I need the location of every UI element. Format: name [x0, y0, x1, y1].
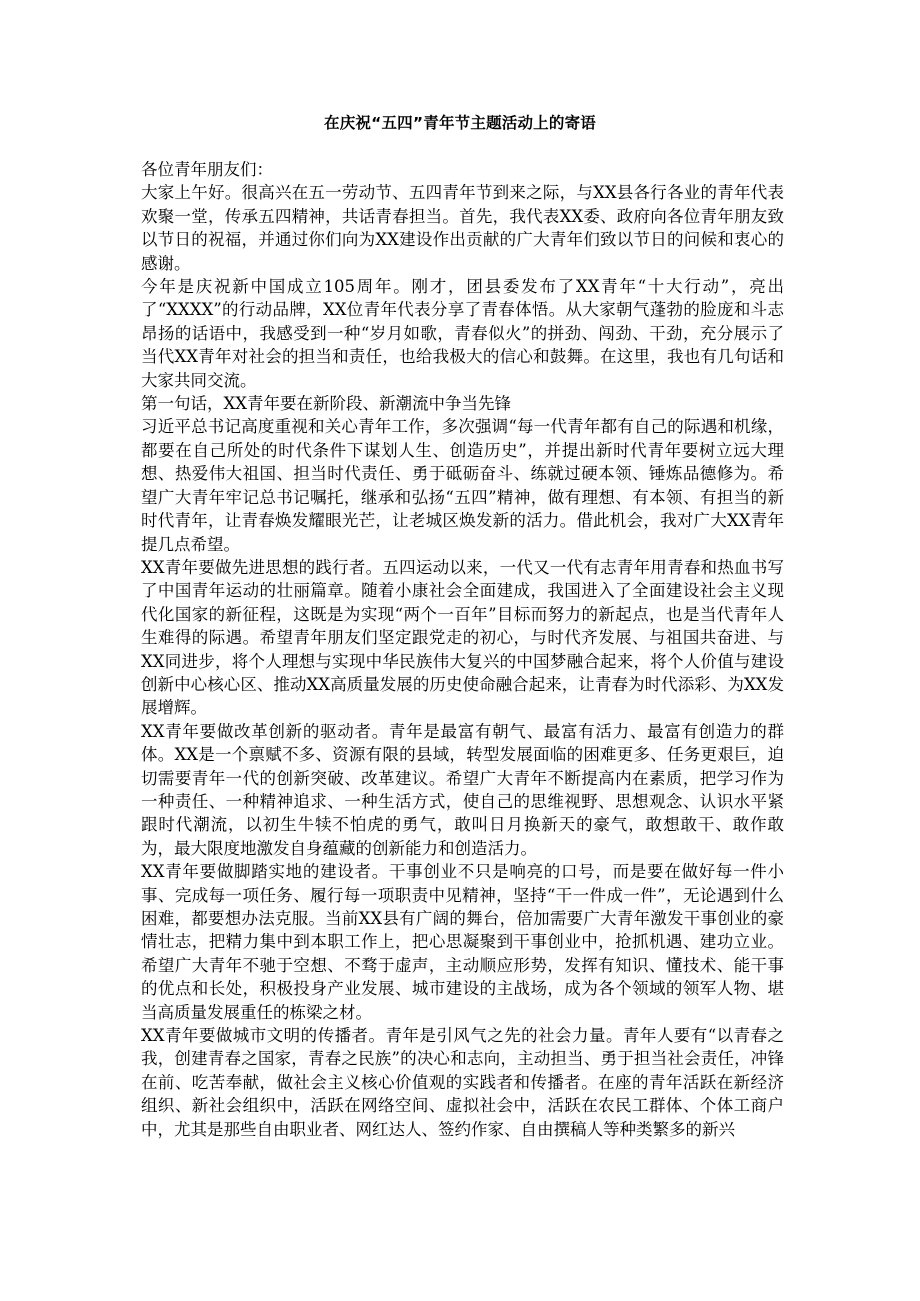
salutation: 各位青年朋友们： [141, 160, 273, 179]
paragraph-urban-civilization: XX青年要做城市文明的传播者。青年是引风气之先的社会力量。青年人要有“以青春之我，创建青春之国家，青春之民族”的决心和志向，主动担当、勇于担当社会责任，冲锋在前、吃苦奉献，做社会主义核心价值观的实践者和传播者。在座的青年活跃在新经济组织、新社会组织中，活跃在网络空间、虚拟社会中，活跃在农民工群体、个体工商户中，尤其是那些自由职业者、网红达人、签约作家、自由撰稿人等种类繁多的新兴 [141, 1026, 784, 1139]
paragraph-reform-innovation: XX青年要做改革创新的驱动者。青年是最富有朝气、最富有活力、最富有创造力的群体。XX是一个禀赋不多、资源有限的县域，转型发展面临的困难更多、任务更艰巨，迫切需要青年一代的创新突破、改革建议。希望广大青年不断提高内在素质，把学习作为一种责任、一种精神追求、一种生活方式，使自己的思维视野、思想观念、认识水平紧跟时代潮流，以初生牛犊不怕虎的勇气，敢叫日月换新天的豪气，敢想敢干、敢作敢为，最大限度地激发自身蕴藏的创新能力和创造活力。 [141, 721, 784, 858]
document-body [141, 158, 784, 1141]
section-heading-first: 第一句话，XX青年要在新阶段、新潮流中争当先锋 [141, 394, 511, 414]
paragraph-anniversary: 今年是庆祝新中国成立105周年。刚才，团县委发布了XX青年“十大行动”，亮出了“XXXX”的行动品牌，XX位青年代表分享了青春体悟。从大家朝气蓬勃的脸庞和斗志昂扬的话语中，我感受到一种“岁月如歌，青春似火”的拼劲、闯劲、干劲，充分展示了当代XX青年对社会的担当和责任，也给我极大的信心和鼓舞。在这里，我也有几句话和大家共同交流。 [141, 277, 784, 390]
paragraph-advanced-thought: XX青年要做先进思想的践行者。五四运动以来，一代又一代有志青年用青春和热血书写了中国青年运动的壮丽篇章。随着小康社会全面建成，我国进入了全面建设社会主义现代化国家的新征程，这既是为实现“两个一百年”目标而努力的新起点，也是当代青年人生难得的际遇。希望青年朋友们坚定跟党走的初心，与时代齐发展、与祖国共奋进、与XX同进步，将个人理想与实现中华民族伟大复兴的中国梦融合起来，将个人价值与建设创新中心核心区、推动XX高质量发展的历史使命融合起来，让青春为时代添彩、为XX发展增辉。 [141, 557, 784, 718]
paragraph-greeting: 大家上午好。很高兴在五一劳动节、五四青年节到来之际，与XX县各行各业的青年代表欢聚一堂，传承五四精神，共话青春担当。首先，我代表XX委、政府向各位青年朋友致以节日的祝福，并通过你们向为XX建设作出贡献的广大青年们致以节日的问候和衷心的感谢。 [141, 183, 784, 273]
document-title: 在庆祝“五四”青年节主题活动上的寄语 [324, 114, 596, 132]
paragraph-practical-builder: XX青年要做脚踏实地的建设者。干事创业不只是响亮的口号，而是要在做好每一件小事、完成每一项任务、履行每一项职责中见精神，坚持“干一件成一件”，无论遇到什么困难，都要想办法克服。当前XX县有广阔的舞台，倍加需要广大青年激发干事创业的豪情壮志，把精力集中到本职工作上，把心思凝聚到干事创业中，抢抓机遇、建功立业。希望广大青年不驰于空想、不骛于虚声，主动顺应形势，发挥有知识、懂技术、能干事的优点和长处，积极投身产业发展、城市建设的主战场，成为各个领域的领军人物、堪当高质量发展重任的栋梁之材。 [141, 862, 784, 1022]
paragraph-xi-instructions: 习近平总书记高度重视和关心青年工作，多次强调“每一代青年都有自己的际遇和机缘，都要在自己所处的时代条件下谋划人生、创造历史”，并提出新时代青年要树立远大理想、热爱伟大祖国、担当时代责任、勇于砥砺奋斗、练就过硬本领、锤炼品德修为。希望广大青年牢记总书记嘱托，继承和弘扬“五四”精神，做有理想、有本领、有担当的新时代青年，让青春焕发耀眼光芒，让老城区焕发新的活力。借此机会，我对广大XX青年提几点希望。 [141, 417, 784, 554]
